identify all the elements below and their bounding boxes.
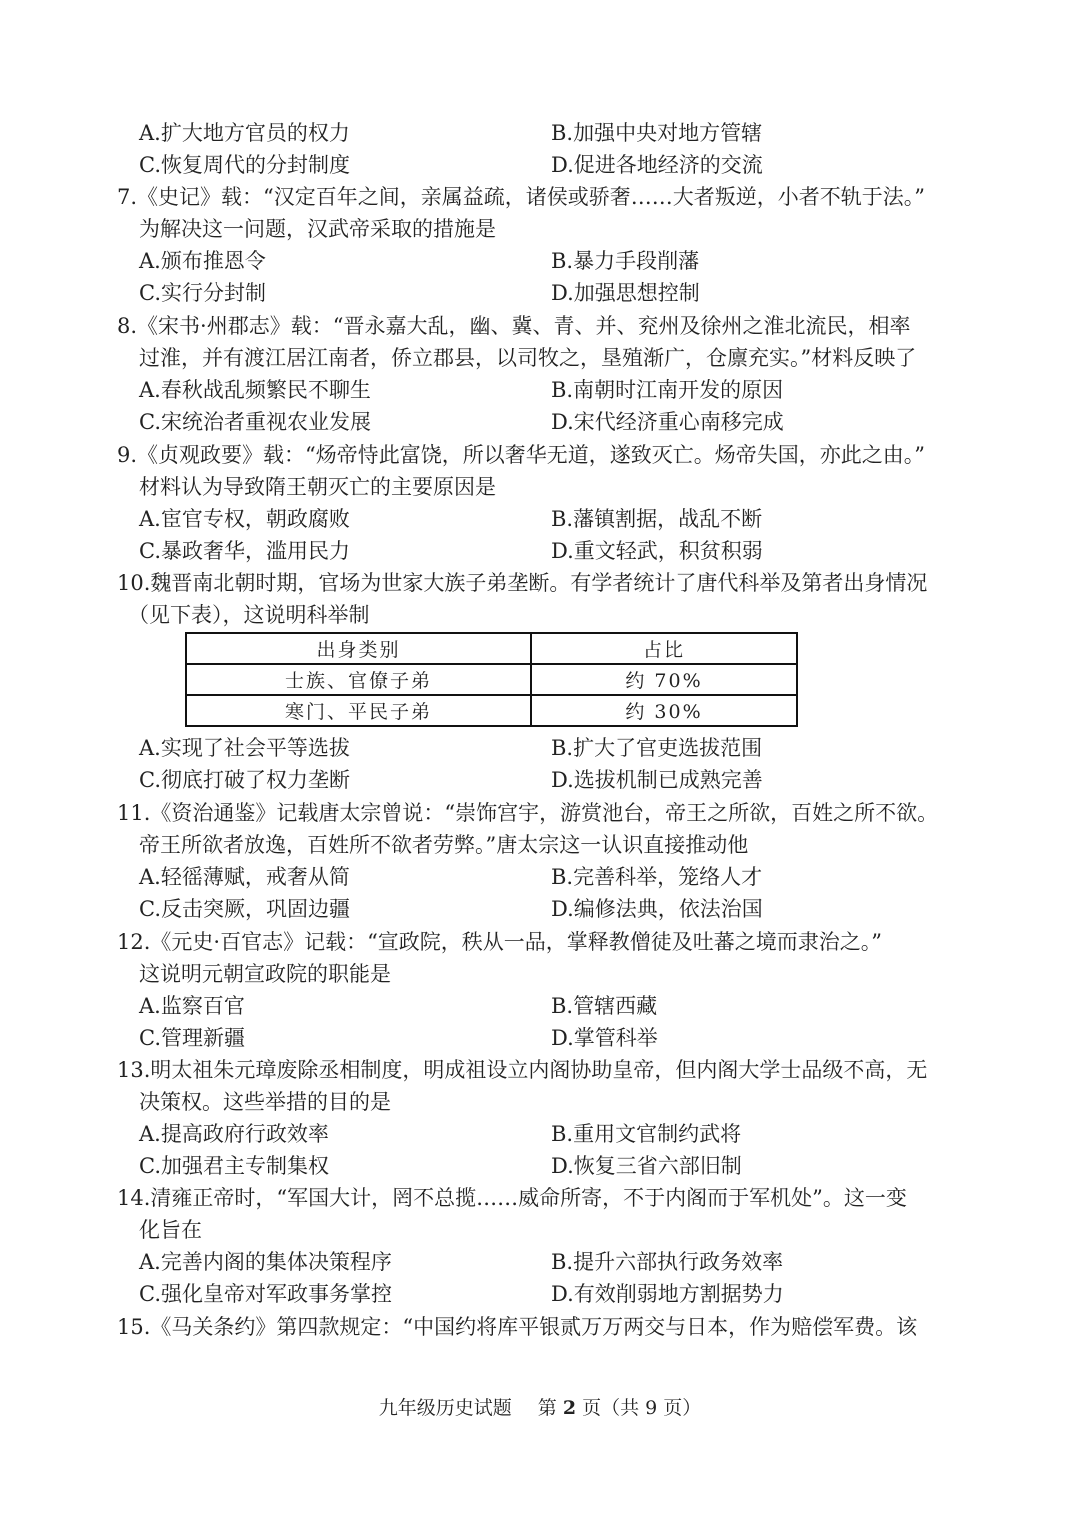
table-cell: 士族、官僚子弟 [186, 664, 531, 695]
footer-page-number: 2 [562, 1397, 577, 1419]
q10-option-b: B.扩大了官吏选拔范围 [551, 736, 763, 760]
q8-stem-line1: 8.《宋书·州郡志》载：“晋永嘉大乱，幽、冀、青、并、兖州及徐州之淮北流民，相率 [117, 314, 911, 338]
q7-option-d: D.加强思想控制 [551, 281, 700, 305]
q12-stem-line2: 这说明元朝宣政院的职能是 [139, 962, 391, 986]
table-header-cell: 占比 [531, 633, 797, 664]
q14-option-c: C.强化皇帝对军政事务掌控 [139, 1282, 392, 1306]
q8-option-c: C.宋统治者重视农业发展 [139, 410, 371, 434]
q9-stem-line2: 材料认为导致隋王朝灭亡的主要原因是 [139, 475, 496, 499]
q11-stem-line2: 帝王所欲者放逸，百姓所不欲者劳弊。”唐太宗这一认识直接推动他 [139, 833, 749, 857]
q15-stem-line1: 15.《马关条约》第四款规定：“中国约将库平银贰万万两交与日本，作为赔偿军费。该 [117, 1315, 918, 1339]
q7-stem-line2: 为解决这一问题，汉武帝采取的措施是 [139, 217, 496, 241]
q11-option-a: A.轻徭薄赋，戒奢从简 [139, 865, 350, 889]
q6-option-b: B.加强中央对地方管辖 [551, 121, 763, 145]
q6-option-c: C.恢复周代的分封制度 [139, 153, 350, 177]
q11-option-c: C.反击突厥，巩固边疆 [139, 897, 350, 921]
q14-option-a: A.完善内阁的集体决策程序 [139, 1250, 392, 1274]
q10-option-d: D.选拔机制已成熟完善 [551, 768, 763, 792]
table-cell: 寒门、平民子弟 [186, 695, 531, 726]
q7-option-c: C.实行分封制 [139, 281, 266, 305]
q11-option-b: B.完善科举，笼络人才 [551, 865, 763, 889]
q8-option-a: A.春秋战乱频繁民不聊生 [139, 378, 371, 402]
q11-stem-line1: 11.《资治通鉴》记载唐太宗曾说：“崇饰宫宇，游赏池台，帝王之所欲，百姓之所不欲。 [117, 801, 939, 825]
q8-stem-line2: 过淮，并有渡江居江南者，侨立郡县，以司牧之，垦殖渐广，仓廪充实。”材料反映了 [139, 346, 917, 370]
q13-option-d: D.恢复三省六部旧制 [551, 1154, 742, 1178]
q13-option-a: A.提高政府行政效率 [139, 1122, 329, 1146]
q10-stem-line2: （见下表），这说明科举制 [128, 603, 370, 627]
q9-option-d: D.重文轻武，积贫积弱 [551, 539, 763, 563]
q9-option-b: B.藩镇割据，战乱不断 [551, 507, 763, 531]
q12-option-d: D.掌管科举 [551, 1026, 658, 1050]
q9-stem-line1: 9.《贞观政要》载：“炀帝恃此富饶，所以奢华无道，遂致灭亡。炀帝失国，亦此之由。” [117, 443, 926, 467]
q7-stem-line1: 7.《史记》载：“汉定百年之间，亲属益疏，诸侯或骄奢……大者叛逆，小者不轨于法。” [117, 185, 926, 209]
q10-table [185, 632, 798, 727]
footer-page-suffix: 页（共 9 页） [582, 1397, 702, 1419]
q14-stem-line2: 化旨在 [139, 1218, 202, 1242]
q13-stem-line2: 决策权。这些举措的目的是 [139, 1090, 391, 1114]
q10-stem-line1: 10.魏晋南北朝时期，官场为世家大族子弟垄断。有学者统计了唐代科举及第者出身情况 [117, 571, 928, 595]
q14-option-d: D.有效削弱地方割据势力 [551, 1282, 784, 1306]
q6-option-a: A.扩大地方官员的权力 [139, 121, 350, 145]
q12-option-b: B.管辖西藏 [551, 994, 658, 1018]
q12-stem-line1: 12.《元史·百官志》记载：“宣政院，秩从一品，掌释教僧徒及吐蕃之境而隶治之。” [117, 930, 883, 954]
table-header-row [186, 633, 797, 664]
q9-option-c: C.暴政奢华，滥用民力 [139, 539, 350, 563]
q7-option-b: B.暴力手段削藩 [551, 249, 700, 273]
q10-option-c: C.彻底打破了权力垄断 [139, 768, 350, 792]
q13-option-c: C.加强君主专制集权 [139, 1154, 329, 1178]
footer-title: 九年级历史试题 [378, 1397, 512, 1419]
q13-option-b: B.重用文官制约武将 [551, 1122, 742, 1146]
table-row [186, 664, 797, 695]
q14-stem-line1: 14.清雍正帝时，“军国大计，罔不总揽……威命所寄，不于内阁而于军机处”。这一变 [117, 1186, 907, 1210]
q9-option-a: A.宦官专权，朝政腐败 [139, 507, 350, 531]
table-header-cell: 出身类别 [186, 633, 531, 664]
q12-option-c: C.管理新疆 [139, 1026, 245, 1050]
q10-option-a: A.实现了社会平等选拔 [139, 736, 350, 760]
page-footer [0, 1392, 1080, 1424]
q11-option-d: D.编修法典，依法治国 [551, 897, 763, 921]
q7-option-a: A.颁布推恩令 [139, 249, 266, 273]
q6-option-d: D.促进各地经济的交流 [551, 153, 763, 177]
q8-option-d: D.宋代经济重心南移完成 [551, 410, 784, 434]
footer-page-prefix: 第 [537, 1397, 557, 1419]
q14-option-b: B.提升六部执行政务效率 [551, 1250, 784, 1274]
table-cell: 约 30% [531, 695, 797, 726]
table-row [186, 695, 797, 726]
q12-option-a: A.监察百官 [139, 994, 245, 1018]
table-cell: 约 70% [531, 664, 797, 695]
q13-stem-line1: 13.明太祖朱元璋废除丞相制度，明成祖设立内阁协助皇帝，但内阁大学士品级不高，无 [117, 1058, 928, 1082]
q8-option-b: B.南朝时江南开发的原因 [551, 378, 784, 402]
